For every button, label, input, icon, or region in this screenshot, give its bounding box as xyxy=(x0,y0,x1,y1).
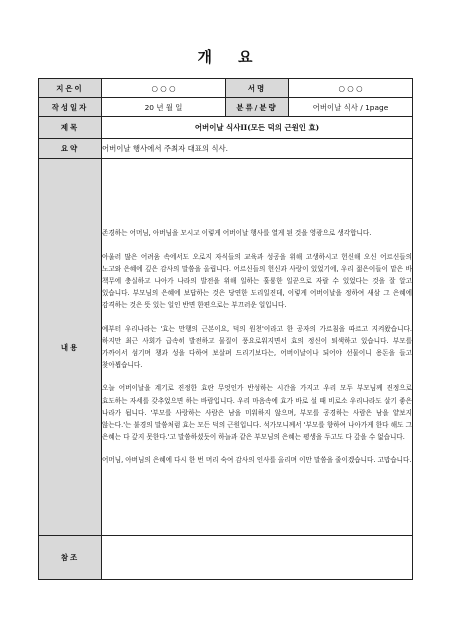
overview-table xyxy=(38,78,413,580)
content-paragraph: 존경하는 어머님, 아버님을 모시고 이렇게 어버이날 행사를 열게 된 것을 영광으로 생각합니다. xyxy=(102,229,372,238)
author-value: ○ ○ ○ xyxy=(102,79,226,98)
content-label: 내용 xyxy=(39,159,102,536)
author-label: 지은이 xyxy=(39,79,102,98)
signature-value: ○ ○ ○ xyxy=(289,79,413,98)
subject-label: 제목 xyxy=(39,117,102,139)
content-body xyxy=(102,159,413,536)
date-value: 20 년 월 일 xyxy=(102,98,226,117)
category-label: 분류/분량 xyxy=(226,98,289,117)
subject-value: 어버이날 식사II(모든 덕의 근원인 효) xyxy=(102,117,413,139)
category-value: 어버이날 식사 / 1page xyxy=(289,98,413,117)
summary-label: 요약 xyxy=(39,139,102,159)
summary-value: 어버이날 행사에서 주최자 대표의 식사. xyxy=(102,139,413,159)
content-paragraph: 오늘 어버이날을 계기로 진정한 효란 무엇인가 반성하는 시간을 가지고 우리 모두 부모님께 진정으로 효도하는 자세를 갖추었으면 하는 바람입니다. 우리 마음속에 효가 바로 설 때 비로소 우리나라도 살기 좋은 나라가 됩니다. '부모를 사랑하는 사람은 남을 미워하지 않으며, 부모를 공경하는 사람은 남을 얕보지 않는다.'는 불경의 말씀처럼 효는 모든 덕의 근원입니다. 석가모니께서 '부모를 향하여 나아가게 한다 해도 그 은혜는 다 갚지 못한다.'고 말씀하셨듯이 하늘과 같은 부모님의 은혜는 평생을 두고도 다 갚을 수 없습니다. xyxy=(102,384,412,442)
date-label: 작성일자 xyxy=(39,98,102,117)
page-title: 개요 xyxy=(197,48,279,66)
content-paragraph: 어머님, 아버님의 은혜에 다시 한 번 머리 숙여 감사의 인사를 올리며 이만 말씀을 줄이겠습니다. 고맙습니다. xyxy=(102,456,412,465)
reference-label: 참조 xyxy=(39,536,102,580)
signature-label: 서명 xyxy=(226,79,289,98)
content-paragraph: 예부터 우리나라는 '효는 만행의 근본이요, 덕의 원천'이라고 한 공자의 가르침을 따르고 지켜왔습니다. 하지만 최근 사회가 급속히 발전하고 물질이 풍요로워지면서 효의 정신이 퇴색하고 있습니다. 부모를 가까이서 섬기며 챙과 성을 다하여 보살펴 드리기보다는, 어버이날이나 되어야 선물이니 용돈을 들고 찾아뵙습니다. xyxy=(102,324,412,370)
reference-value xyxy=(102,536,413,580)
content-paragraph: 아울러 많은 어려움 속에서도 오로지 자식들의 교육과 성공을 위해 고생하시고 헌신해 오신 어르신들의 노고와 은혜에 깊은 감사의 말씀을 올립니다. 어르신들의 헌신과 사랑이 있었기에, 우리 젊은이들이 맡은 바 책무에 충실하고 나아가 나라의 발전을 위해 일하는 훌륭한 일꾼으로 자랄 수 있었다는 것을 잘 알고 있습니다. 부모님의 은혜에 보답하는 것은 당연한 도리일진데, 이렇게 어버이날을 정하여 새삼 그 은혜에 감격하는 것은 뜻 있는 일인 반면 한편으로는 부끄러운 일입니다. xyxy=(102,252,412,310)
